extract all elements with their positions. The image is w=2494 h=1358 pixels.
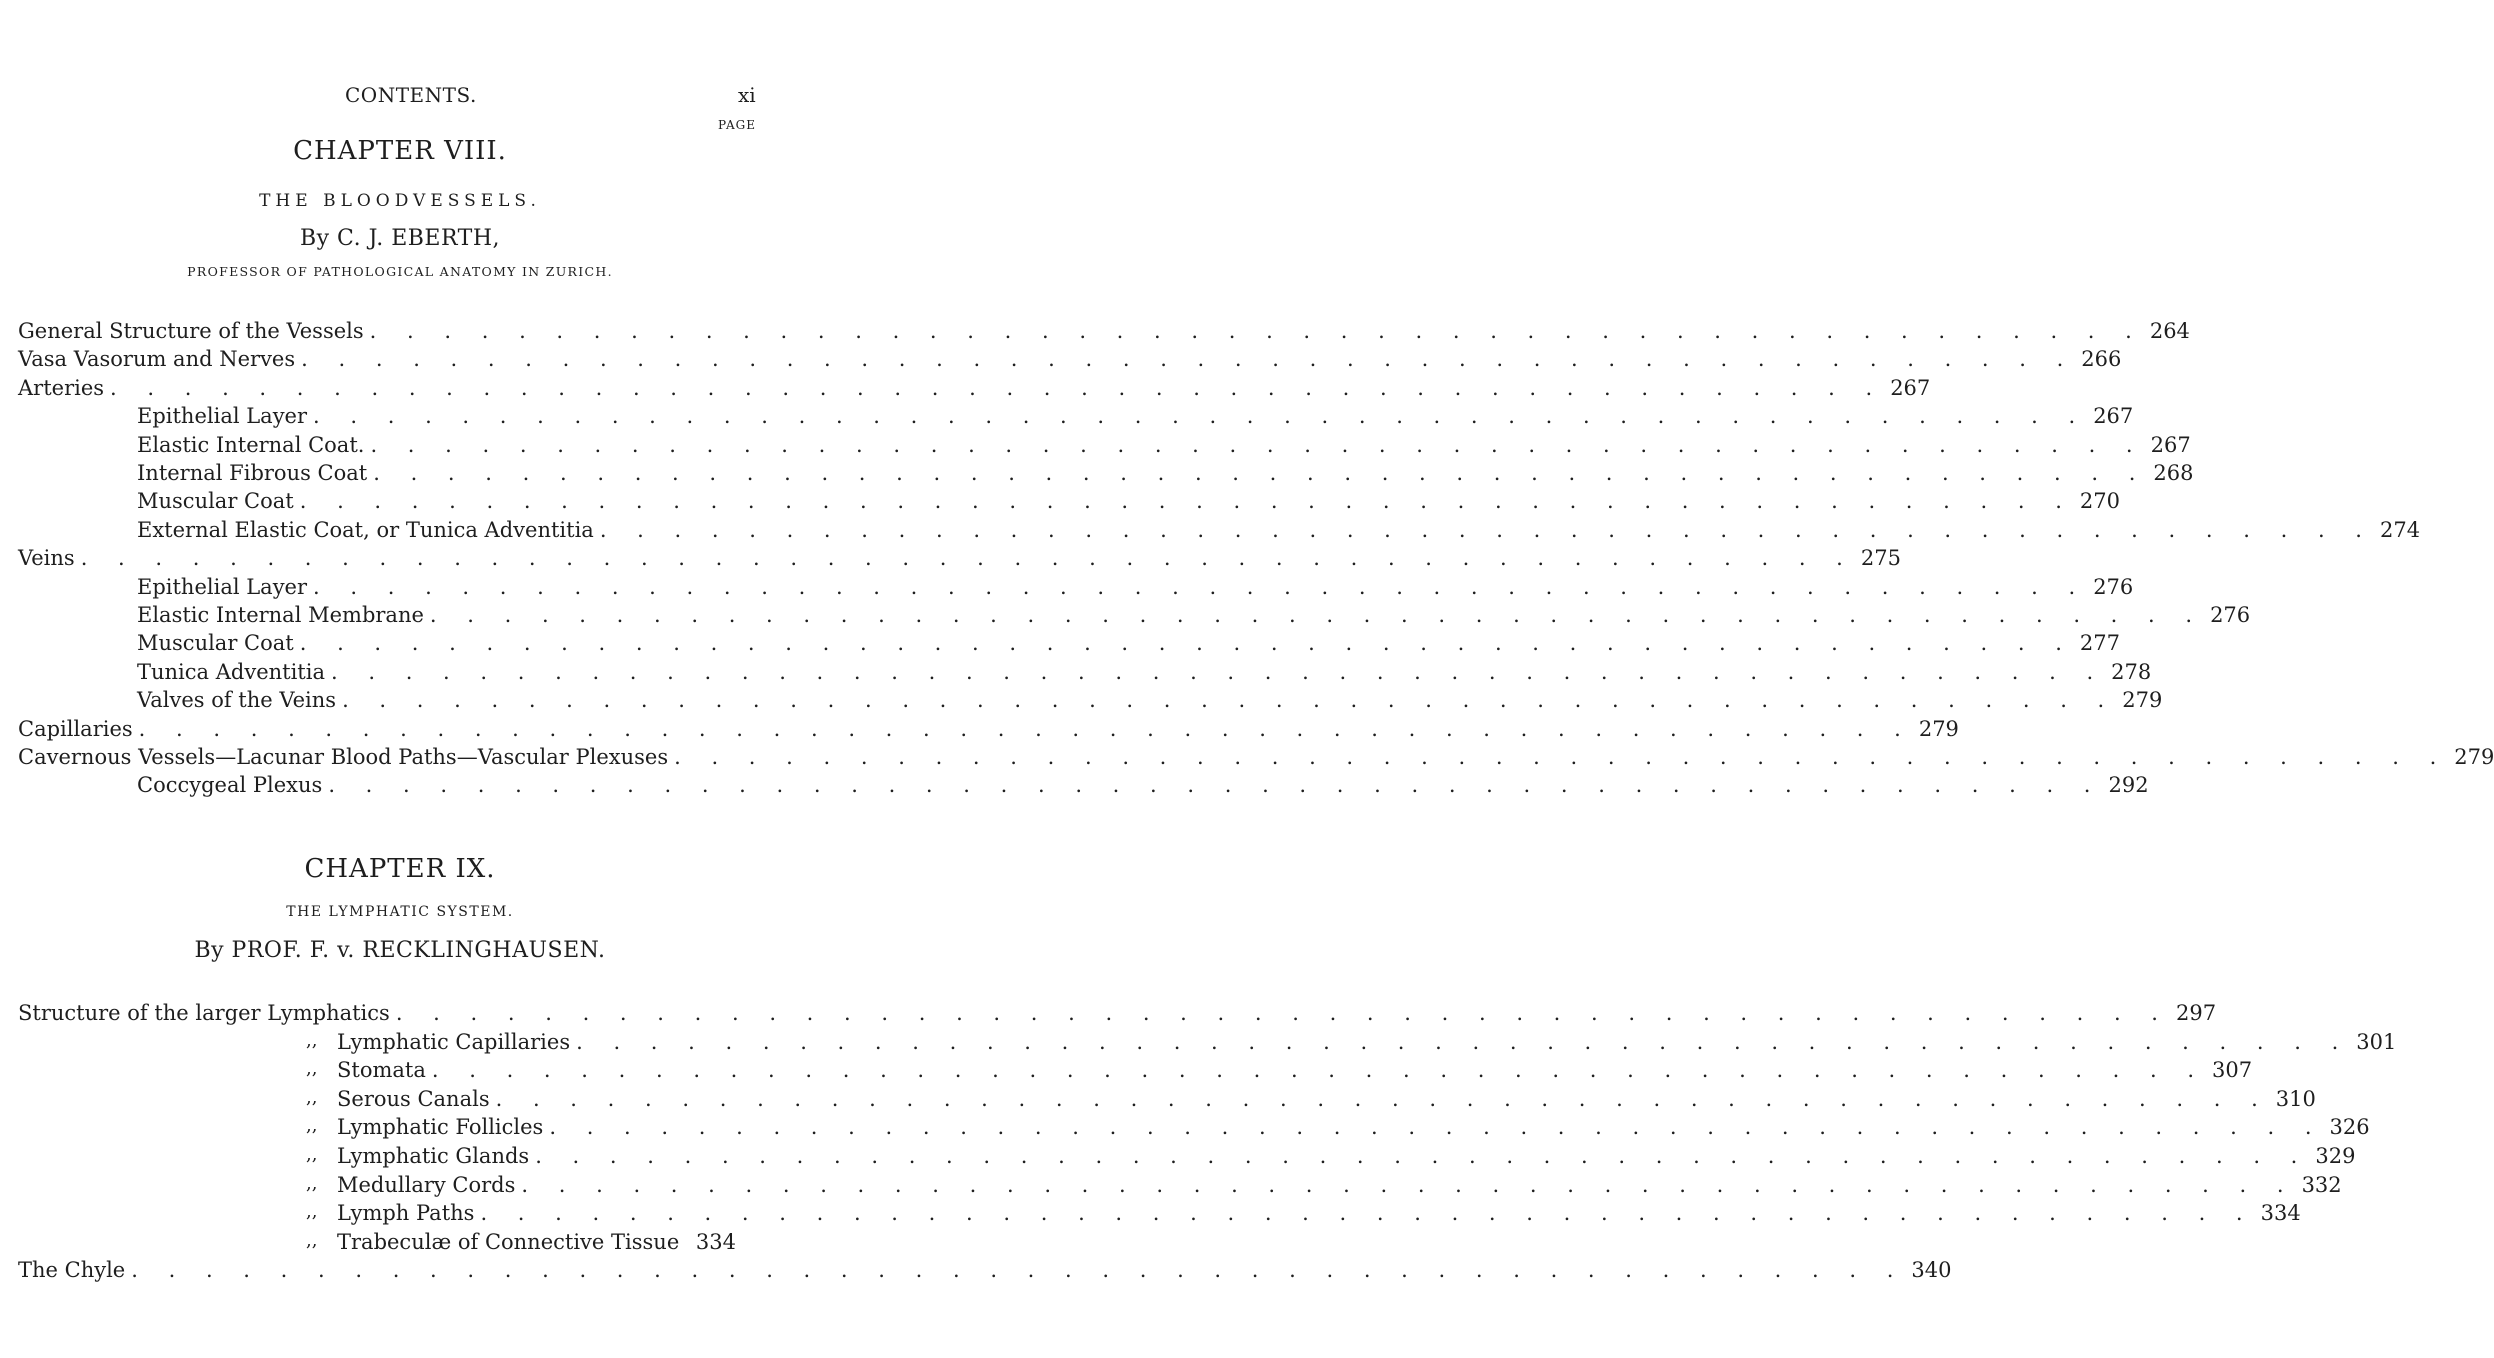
toc-entry-label: Arteries [18,375,105,400]
dot-leader: . . . . . . . . . . . . . . . . . . . . . . . . . . . . . . . . . . . . . . . . . . . . . . . . [369,319,2144,343]
page-column-label: PAGE [718,118,756,132]
folio: xi [738,83,756,107]
toc-entry-label: Lymphatic Glands [337,1144,530,1168]
toc-entry-page: 279 [2454,745,2494,769]
toc-entry [337,1113,2370,1141]
toc-entry-label: Epithelial Layer [137,404,308,429]
chapter-8-subject: THE BLOODVESSELS. [259,191,541,211]
toc-entry-label: Lymphatic Follicles [337,1115,544,1140]
toc-entry-page: 332 [2301,1172,2342,1197]
toc-entry-page: 334 [695,1229,736,1254]
toc-entry-label: Lymph Paths [337,1201,475,1226]
dot-leader: . . . . . . . . . . . . . . . . . . . . . . . . . . . . . . . . . . . . . . . . . . . . . . . . [138,716,1913,741]
toc-entry-label: Vasa Vasorum and Nerves [18,347,296,372]
dot-leader: . . . . . . . . . . . . . . . . . . . . . . . . . . . . . . . . . . . . . . . . . . . . . . . . [331,659,2106,684]
toc-entry-page: 276 [2210,603,2251,627]
toc-entry-page: 270 [2079,489,2120,514]
toc-entry-page: 274 [2379,517,2421,542]
dot-leader: . . . . . . . . . . . . . . . . . . . . . . . . . . . . . . . . . . . . . . . . . . . . . . . . [370,432,2145,457]
dot-leader: . . . . . . . . . . . . . . . . . . . . . . . . . . . . . . . . . . . . . . . . . . . . . . . . [131,1258,1906,1283]
toc-entry-label: Medullary Cords [337,1172,516,1197]
toc-entry-page: 307 [2212,1058,2253,1083]
toc-entry-label: Lymphatic Capillaries [337,1029,571,1054]
toc-entry-label: Stomata [337,1058,426,1083]
dot-leader: . . . . . . . . . . . . . . . . . . . . . . . . . . . . . . . . . . . . . . . . . . . . . . . . [535,1144,2310,1168]
ditto-mark: ,, [306,1172,318,1194]
toc-entry-page: 267 [1890,375,1931,400]
toc-entry-page: 277 [2079,631,2120,656]
toc-entry-page: 268 [2153,461,2194,485]
toc-entry-page: 301 [2356,1029,2397,1054]
toc-entry-page: 340 [1911,1258,1952,1283]
toc-entry-label: Veins [18,546,75,571]
toc-entry [18,1256,1952,1284]
toc-entry-page: 326 [2329,1115,2370,1140]
dot-leader: . . . . . . . . . . . . . . . . . . . . . . . . . . . . . . . . . . . . . . . . . . . . . . . . [301,347,2076,372]
toc-entry-label: Serous Canals [337,1086,490,1111]
dot-leader: . . . . . . . . . . . . . . . . . . . . . . . . . . . . . . . . . . . . . . . . . . . . . . . . [429,603,2205,627]
toc-entry-label: Internal Fibrous Coat [137,461,368,485]
toc-entry [18,999,2217,1027]
toc-entry [337,1085,2316,1113]
chapter-8-affiliation: PROFESSOR OF PATHOLOGICAL ANATOMY IN ZURICH. [187,264,613,279]
dot-leader: . . . . . . . . . . . . . . . . . . . . . . . . . . . . . . . . . . . . . . . . . . . . . . . . [80,546,1855,571]
dot-leader: . . . . . . . . . . . . . . . . . . . . . . . . . . . . . . . . . . . . . . . . . . . . . . . . [299,489,2074,514]
dot-leader: . . . . . . . . . . . . . . . . . . . . . . . . . . . . . . . . . . . . . . . . . . . . . . . . [342,688,2117,713]
toc-entry-label: Cavernous Vessels—Lacunar Blood Paths—Vascular Plexuses [18,745,669,769]
toc-entry-label: Structure of the larger Lymphatics [18,1001,390,1025]
chapter-8-title: CHAPTER VIII. [293,136,507,166]
dot-leader: . . . . . . . . . . . . . . . . . . . . . . . . . . . . . . . . . . . . . . . . . . . . . . . . [521,1172,2296,1197]
toc-entry-page: 292 [2108,773,2149,798]
toc-entry-page: 266 [2081,347,2122,372]
chapter-9-author: By PROF. F. v. RECKLINGHAUSEN. [194,938,606,963]
toc-entry [337,1028,2397,1056]
toc-entry-page: 276 [2093,574,2134,599]
chapter-9-title: CHAPTER IX. [304,854,496,884]
toc-entry-label: Elastic Internal Membrane [137,603,424,627]
ditto-mark: ,, [306,1029,318,1051]
dot-leader: . . . . . . . . . . . . . . . . . . . . . . . . . . . . . . . . . . . . . . . . . . . . . . . . [674,745,2449,769]
toc-entry-page: 334 [2260,1201,2301,1226]
ditto-mark: ,, [306,1201,318,1223]
toc-entry [337,1228,736,1256]
running-head: CONTENTS. [345,83,477,107]
dot-leader: . . . . . . . . . . . . . . . . . . . . . . . . . . . . . . . . . . . . . . . . . . . . . . . . [328,773,2103,798]
dot-leader: . . . . . . . . . . . . . . . . . . . . . . . . . . . . . . . . . . . . . . . . . . . . . . . . [480,1201,2255,1226]
dot-leader: . . . . . . . . . . . . . . . . . . . . . . . . . . . . . . . . . . . . . . . . . . . . . . . . [110,375,1885,400]
dot-leader: . . . . . . . . . . . . . . . . . . . . . . . . . . . . . . . . . . . . . . . . . . . . . . . . [313,404,2088,429]
toc-entry-page: 275 [1860,546,1901,571]
toc-entry-label: Valves of the Veins [137,688,337,713]
toc-entry-page: 279 [1918,716,1959,741]
toc-entry-label: Coccygeal Plexus [137,773,323,798]
toc-entry-label: General Structure of the Vessels [18,319,364,343]
toc-entry [337,1171,2342,1199]
dot-leader: . . . . . . . . . . . . . . . . . . . . . . . . . . . . . . . . . . . . . . . . . . . . . . . . [395,1001,2170,1025]
toc-entry-label: Tunica Adventitia [137,659,325,684]
dot-leader: . . . . . . . . . . . . . . . . . . . . . . . . . . . . . . . . . . . . . . . . . . . . . . . . [373,461,2148,485]
chapter-8-author: By C. J. EBERTH, [299,226,501,251]
toc-entry-page: 267 [2150,432,2191,457]
toc-entry-page: 329 [2315,1144,2356,1168]
chapter-9-subject: THE LYMPHATIC SYSTEM. [286,904,514,920]
ditto-mark: ,, [306,1058,318,1080]
dot-leader: . . . . . . . . . . . . . . . . . . . . . . . . . . . . . . . . . . . . . . . . . . . . . . . . [495,1086,2270,1111]
toc-entry-page: 278 [2111,659,2152,684]
ditto-mark: ,, [306,1086,318,1108]
dot-leader: . . . . . . . . . . . . . . . . . . . . . . . . . . . . . . . . . . . . . . . . . . . . . . . . [313,574,2088,599]
toc-entry [337,1142,2356,1170]
toc-entry-label: Muscular Coat [137,489,294,514]
toc-entry [337,1199,2301,1227]
toc-entry-label: Epithelial Layer [137,574,308,599]
dot-leader: . . . . . . . . . . . . . . . . . . . . . . . . . . . . . . . . . . . . . . . . . . . . . . . . [576,1029,2351,1054]
toc-entry-page: 264 [2149,319,2190,343]
toc-entry-label: Muscular Coat [137,631,294,656]
dot-leader: . . . . . . . . . . . . . . . . . . . . . . . . . . . . . . . . . . . . . . . . . . . . . . . . [549,1115,2324,1140]
dot-leader: . . . . . . . . . . . . . . . . . . . . . . . . . . . . . . . . . . . . . . . . . . . . . . . . [599,517,2374,542]
dot-leader: . . . . . . . . . . . . . . . . . . . . . . . . . . . . . . . . . . . . . . . . . . . . . . . . [299,631,2074,656]
toc-entry-page: 279 [2122,688,2163,713]
toc-entry [337,1056,2253,1084]
toc-entry-page: 297 [2175,1001,2217,1025]
ditto-mark: ,, [306,1144,318,1165]
ditto-mark: ,, [306,1115,318,1137]
toc-entry-label: External Elastic Coat, or Tunica Adventitia [137,517,594,542]
toc-entry-page: 267 [2093,404,2134,429]
ditto-mark: ,, [306,1229,318,1251]
toc-entry-label: The Chyle [18,1258,126,1283]
toc-entry-label: Capillaries [18,716,133,741]
toc-entry-page: 310 [2275,1086,2316,1111]
dot-leader: . . . . . . . . . . . . . . . . . . . . . . . . . . . . . . . . . . . . . . . . . . . . . . . . [431,1058,2207,1083]
toc-entry-label: Trabeculæ of Connective Tissue [337,1229,680,1254]
toc-entry-label: Elastic Internal Coat. [137,432,365,457]
